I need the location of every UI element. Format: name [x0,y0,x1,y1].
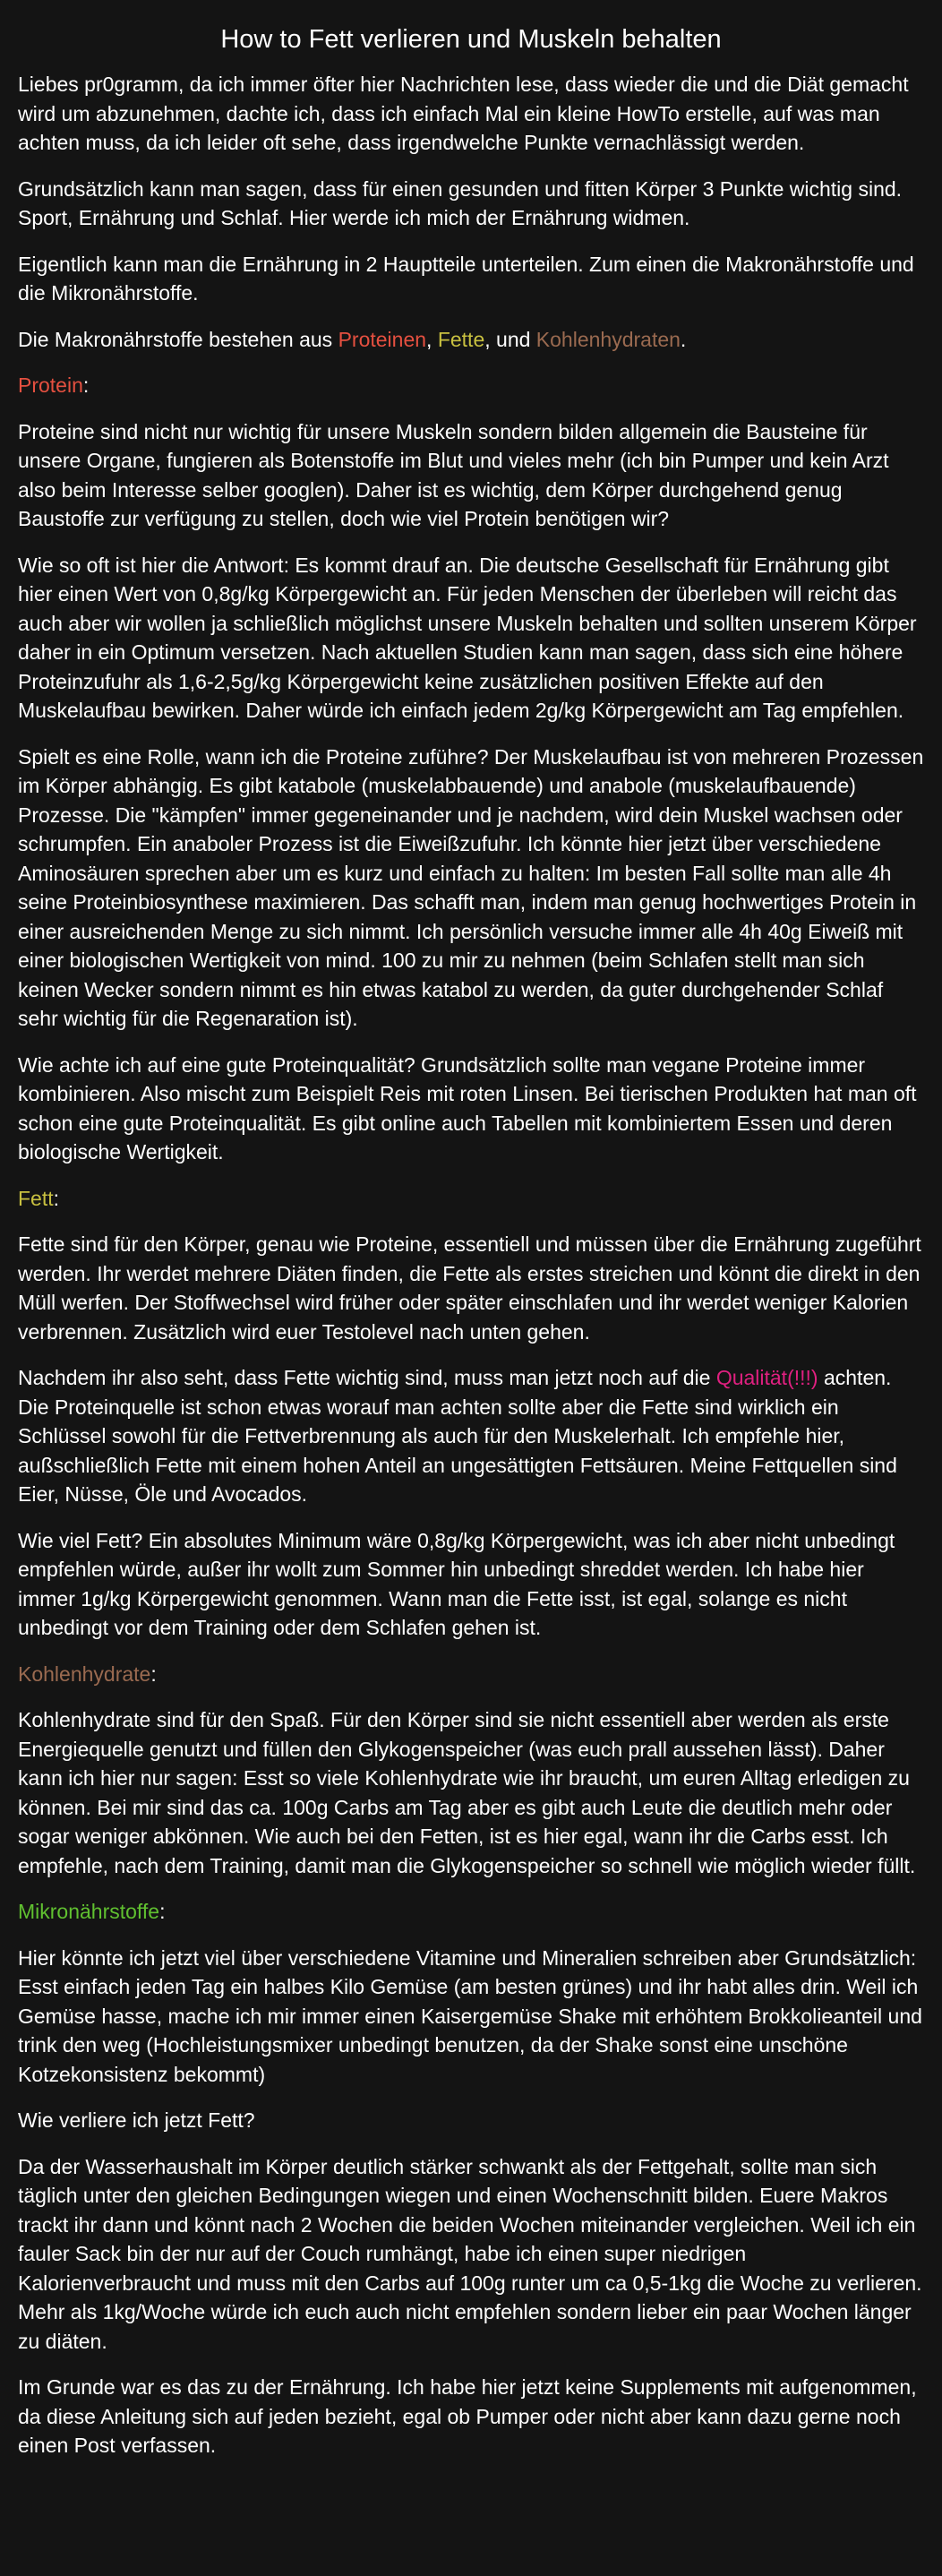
mikro-heading-text: Mikronährstoffe [18,1900,160,1923]
fett-heading-text: Fett [18,1186,54,1210]
page-title: How to Fett verlieren und Muskeln behalten [220,25,722,54]
protein-paragraph-1: Proteine sind nicht nur wichtig für unsere Muskeln sondern bilden allgemein die Bausteine für unsere Organe, fungieren als Botenstoffe im Blut und vieles mehr (ich bin Pumper und kein Arzt also beim Interesse selber googlen). Daher ist es wichtig, dem Körper durchgehend genug Baustoffe zur verfügung zu stellen, doch wie viel Protein benötigen wir? [18,419,889,530]
fett-paragraph-1: Fette sind für den Körper, genau wie Proteine, essentiell und müssen über die Ernährung zugeführt werden. Ihr werdet mehrere Diäten finden, die Fette als erstes streichen und könnt die direkt in den Müll werfen. Der Stoffwechsel wird früher oder später einschlafen und ihr werdet weniger Kalorien verbrennen. Zusätzlich wird euer Testolevel nach unten gehen. [18,1232,921,1344]
fett-p2-suffix: achten. Die Proteinquelle ist schon etwas worauf man achten sollte aber die Fette sind wirklich ein Schlüssel sowohl für die Fettverbrennung als auch für den Muskelerhalt. Ich empfehle hier, außschließlich Fette mit einem hohen Anteil an ungesättigten Fettsäuren. Meine Fettquellen sind Eier, Nüsse, Öle und Avocados. [18,1366,897,1506]
macro-suffix: . [680,327,687,351]
macro-fett-word: Fette [437,327,485,351]
section-heading-protein [18,371,924,400]
protein-heading-text: Protein [18,374,83,397]
mikro-heading-colon: : [159,1900,166,1923]
macro-prefix: Die Makronährstoffe bestehen aus [18,327,338,351]
intro-paragraph-3: Eigentlich kann man die Ernährung in 2 Hauptteile unterteilen. Zum einen die Makronährstoffe und die Mikronährstoffe. [18,252,914,305]
kohlenhydrate-paragraph-1: Kohlenhydrate sind für den Spaß. Für den Körper sind sie nicht essentiell aber werden als erste Energiequelle genutzt und füllen den Glykogenspeicher (was euch prall aussehen lässt). Daher kann ich hier nur sagen: Esst so viele Kohlenhydrate wie ihr braucht, um euren Alltag erledigen zu können. Bei mir sind das ca. 100g Carbs am Tag aber es gibt auch Leute die deutlich mehr oder sogar weniger abkönnen. Wie auch bei den Fetten, ist es hier egal, wann ihr die Carbs esst. Ich empfehle, nach dem Training, damit man die Glykogenspeicher so schnell wie möglich wieder füllt. [18,1708,916,1877]
macro-protein-word: Proteinen [338,327,427,351]
verlieren-paragraph-2: Im Grunde war es das zu der Ernährung. Ich habe hier jetzt keine Supplements mit aufgenommen, da diese Anleitung sich auf jeden bezieht, egal ob Pumper oder nicht aber kann dazu gerne noch einen Post verfassen. [18,2375,917,2457]
protein-heading-colon: : [82,374,90,397]
intro-paragraph-1: Liebes pr0gramm, da ich immer öfter hier Nachrichten lese, dass wieder die und die Diät gemacht wird um abzunehmen, dachte ich, dass ich einfach Mal ein kleine HowTo erstelle, auf was man achten muss, da ich leider oft sehe, dass irgendwelche Punkte vernachlässigt werden. [18,73,909,154]
verlieren-paragraph-1: Da der Wasserhaushalt im Körper deutlich stärker schwankt als der Fettgehalt, sollte man sich täglich unter den gleichen Bedingungen wiegen und einen Wochenschnitt bilden. Euere Makros trackt ihr dann und könnt nach 2 Wochen die beiden Wochen miteinander vergleichen. Weil ich ein fauler Sack bin der nur auf der Couch rumhängt, habe ich einen super niedrigen Kalorienverbraucht und muss mit den Carbs auf 100g runter um ca 0,5-1kg die Woche zu verlieren. Mehr als 1kg/Woche würde ich euch auch nicht empfehlen sondern lieber ein paar Wochen länger zu diäten. [18,2154,922,2353]
section-heading-verlieren: Wie verliere ich jetzt Fett? [18,2108,255,2132]
fett-paragraph-2 [18,1363,924,1509]
macro-separator-2: , und [484,327,536,351]
intro-paragraph-2: Grundsätzlich kann man sagen, dass für einen gesunden und fitten Körper 3 Punkte wichtig sind. Sport, Ernährung und Schlaf. Hier werde ich mich der Ernährung widmen. [18,176,903,229]
kohlenhydrate-heading-colon: : [150,1662,157,1686]
fett-p2-prefix: Nachdem ihr also seht, dass Fette wichtig sind, muss man jetzt noch auf die [18,1366,716,1389]
macro-overview [18,325,924,355]
qualitaet-highlight: Qualität(!!!) [715,1366,818,1389]
protein-paragraph-3: Spielt es eine Rolle, wann ich die Proteine zuführe? Der Muskelaufbau ist von mehreren Prozessen im Körper abhängig. Es gibt katabole (muskelabbauende) und anabole (muskelaufbauende) Prozesse. Die "kämpfen" immer gegeneinander und je nachdem, wird dein Muskel wachsen oder schrumpfen. Ein anaboler Prozess ist die Eiweißzufuhr. Ich könnte hier jetzt über verschiedene Aminosäuren sprechen aber um es kurz und einfach zu halten: Im besten Fall sollte man alle 4h seine Proteinbiosynthese maximieren. Das schafft man, indem man genug hochwertiges Protein in einer ausreichenden Menge zu sich nimmt. Ich persönlich versuche immer alle 4h 40g Eiweiß mit einer biologischen Wertigkeit von mind. 100 zu mir zu nehmen (beim Schlafen stellt man sich keinen Wecker sondern nimmt es hin etwas katabol zu werden, da guter durchgehender Schlaf sehr wichtig für die Regenaration ist). [18,744,924,1030]
protein-paragraph-4: Wie achte ich auf eine gute Proteinqualität? Grundsätzlich sollte man vegane Proteine immer kombinieren. Also mischt zum Beispielt Reis mit roten Linsen. Bei tierischen Produkten hat man oft schon eine gute Proteinqualität. Es gibt online auch Tabellen mit kombiniertem Essen und deren biologische Wertigkeit. [18,1052,917,1163]
macro-kohlenhydrate-word: Kohlenhydraten [535,327,681,351]
section-heading-fett [18,1184,924,1214]
macro-separator-1: , [426,327,438,351]
mikro-paragraph-1: Hier könnte ich jetzt viel über verschiedene Vitamine und Mineralien schreiben aber Grundsätzlich: Esst einfach jeden Tag ein halbes Kilo Gemüse (am besten grünes) und ihr habt alles drin. Weil ich Gemüse hasse, mache ich mir immer einen Kaisergemüse Shake mit erhöhtem Brokkolieanteil und trink den weg (Hochleistungsmixer unbedingt benutzen, da der Shake sonst eine unschöne Kotzekonsistenz bekommt) [18,1945,922,2086]
fett-paragraph-3: Wie viel Fett? Ein absolutes Minimum wäre 0,8g/kg Körpergewicht, was ich aber nicht unbedingt empfehlen würde, außer ihr wollt zum Sommer hin unbedingt shreddet werden. Ich habe hier immer 1g/kg Körpergewicht genommen. Wann man die Fette isst, ist egal, solange es nicht unbedingt vor dem Training oder dem Schlafen gehen ist. [18,1528,895,1639]
fett-heading-colon: : [53,1186,60,1210]
section-heading-mikro [18,1897,924,1927]
kohlenhydrate-heading-text: Kohlenhydrate [18,1662,151,1686]
section-heading-kohlenhydrate [18,1660,924,1689]
protein-paragraph-2: Wie so oft ist hier die Antwort: Es kommt drauf an. Die deutsche Gesellschaft für Ernährung gibt hier einen Wert von 0,8g/kg Körpergewicht an. Für jeden Menschen der überleben will reicht das auch aber wir wollen ja schließlich möglichst unsere Muskeln behalten und sollten unserem Körper daher in ein Optimum versetzen. Nach aktuellen Studien kann man sagen, dass sich eine höhere Proteinzufuhr als 1,6-2,5g/kg Körpergewicht keine zusätzlichen positiven Effekte auf den Muskelaufbau bewirken. Daher würde ich einfach jedem 2g/kg Körpergewicht am Tag empfehlen. [18,553,917,722]
